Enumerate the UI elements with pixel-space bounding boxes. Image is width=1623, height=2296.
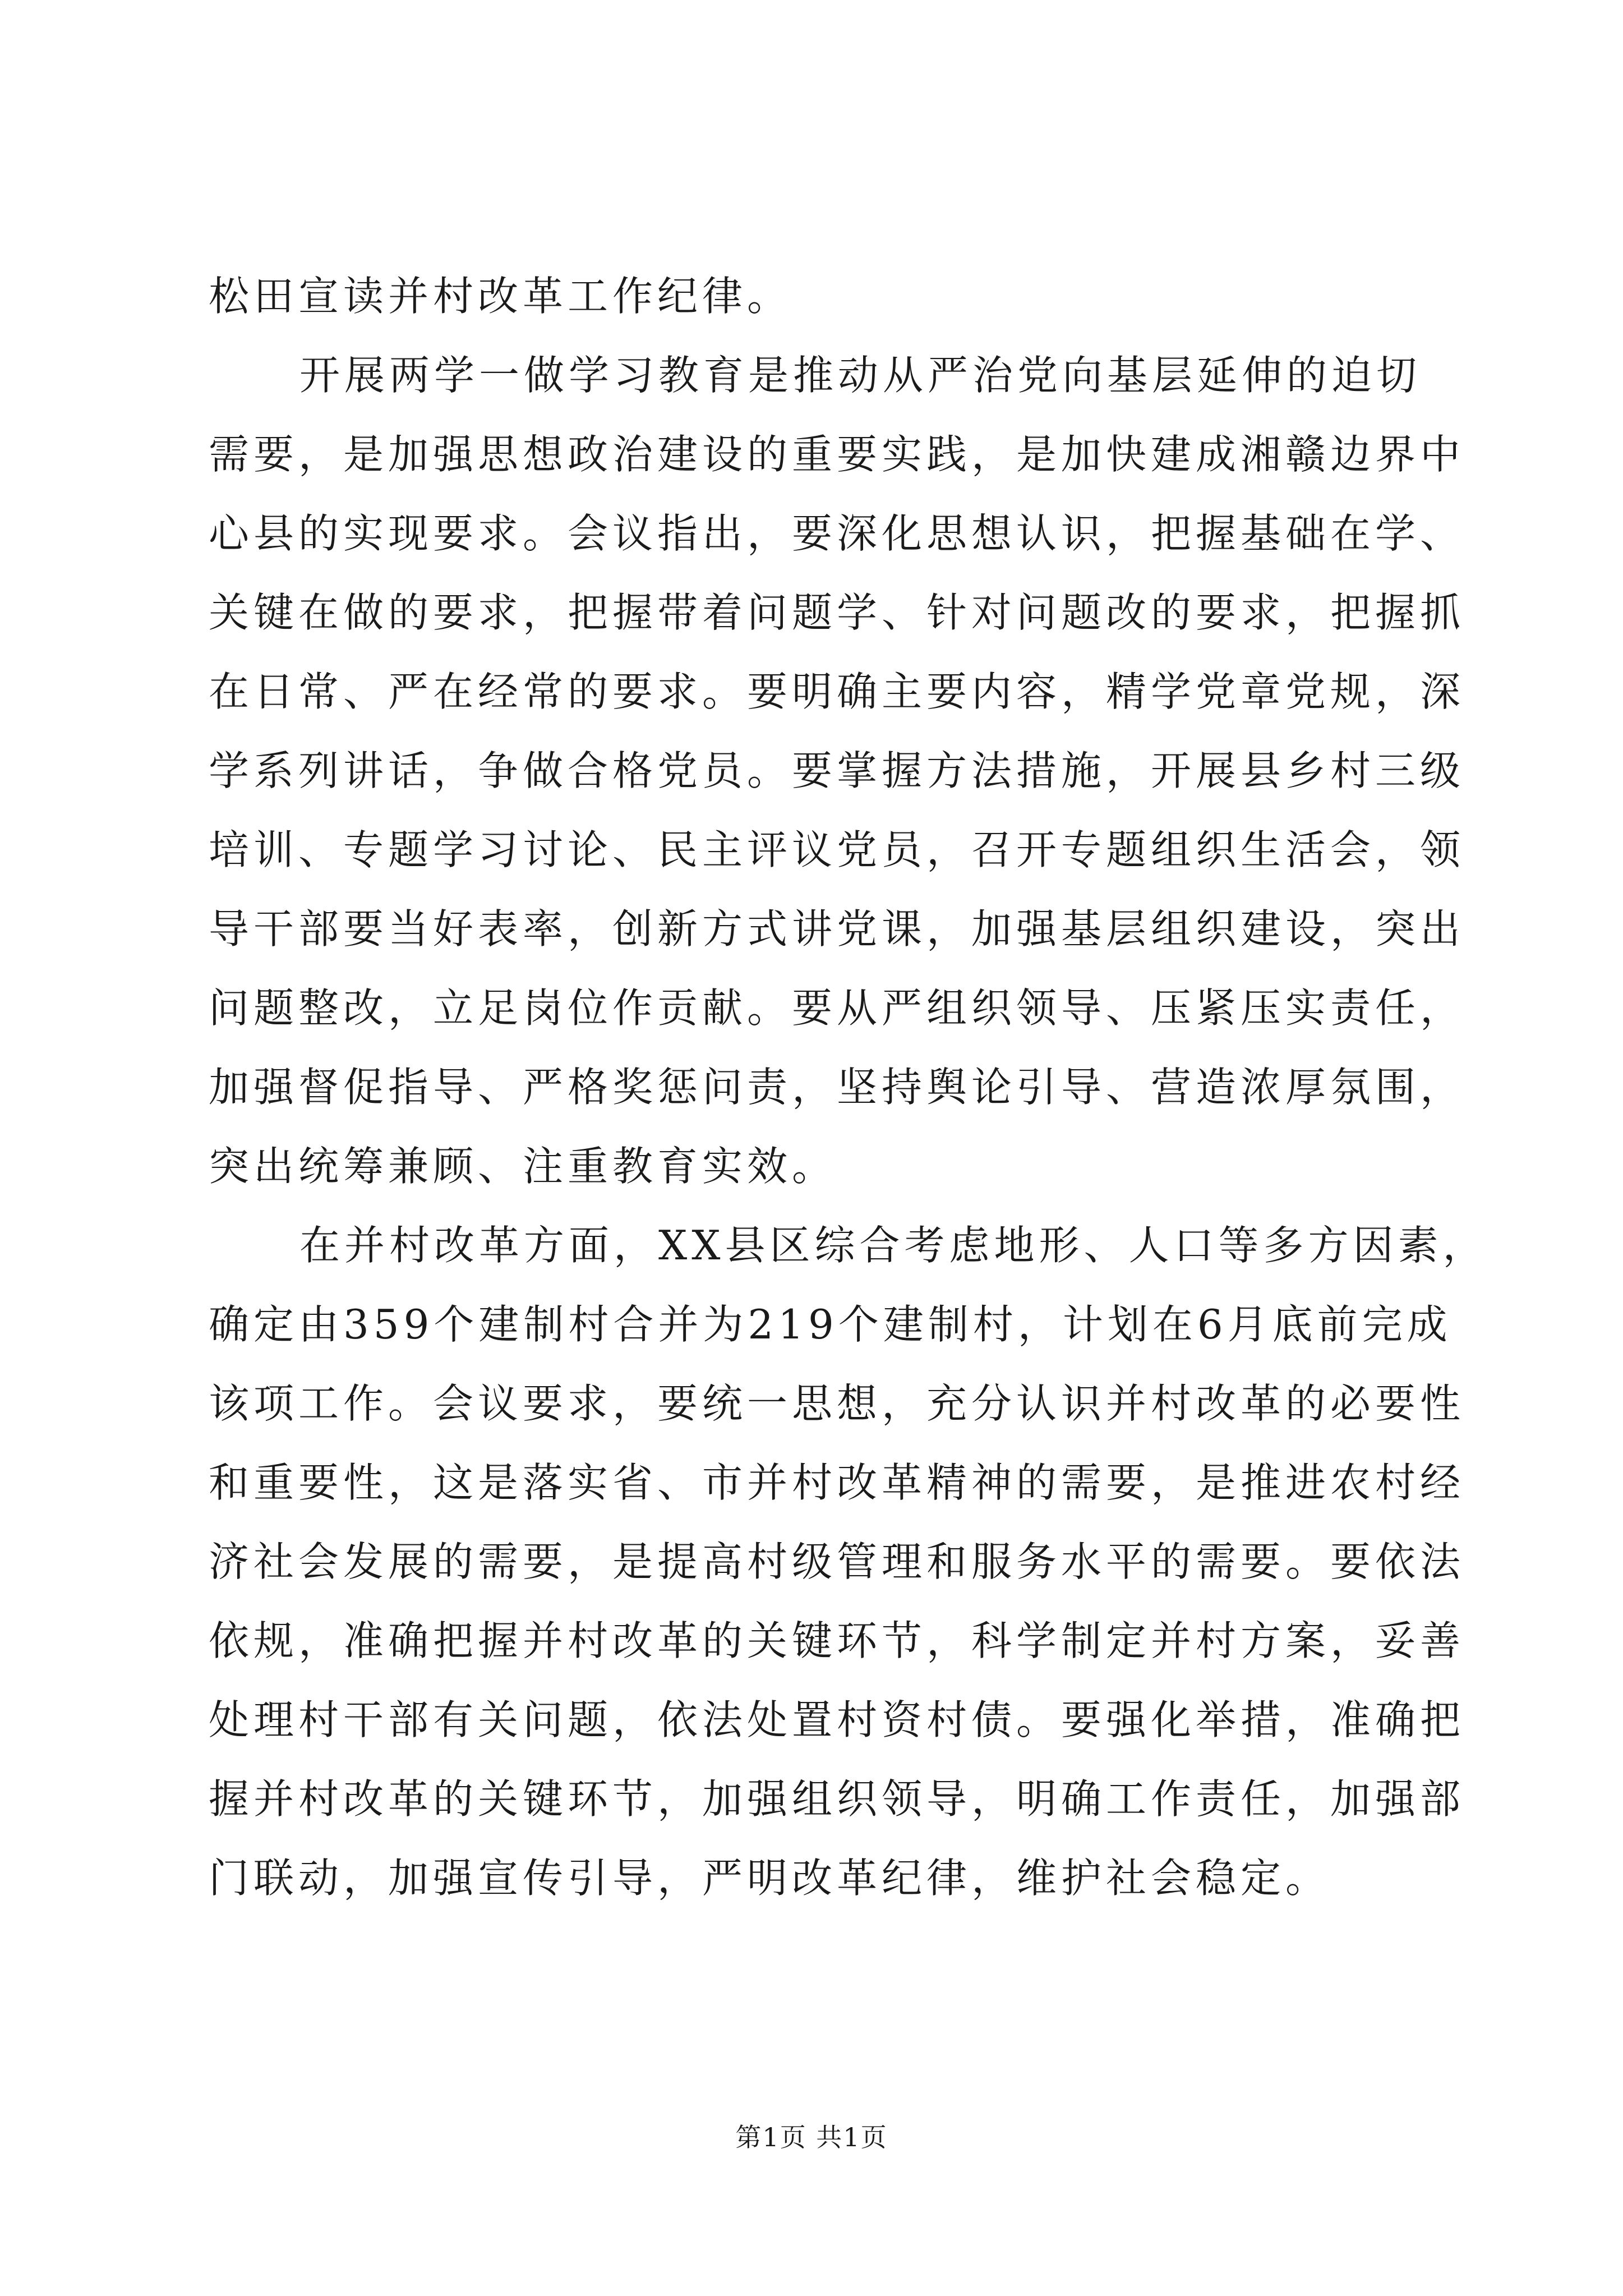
text-line: 济社会发展的需要，是提高村级管理和服务水平的需要。要依法 [209, 1538, 1465, 1585]
text-line: 学系列讲话，争做合格党员。要掌握方法措施，开展县乡村三级 [209, 747, 1465, 794]
text-line: 心县的实现要求。会议指出，要深化思想认识，把握基础在学、 [209, 510, 1465, 557]
text-line: 加强督促指导、严格奖惩问责，坚持舆论引导、营造浓厚氛围， [209, 1064, 1465, 1111]
paragraph-start-line: 开展两学一做学习教育是推动从严治党向基层延伸的迫切 [299, 352, 1422, 399]
paragraph-start-line: 在并村改革方面，XX县区综合考虑地形、人口等多方因素， [299, 1222, 1488, 1269]
text-line: 和重要性，这是落实省、市并村改革精神的需要，是推进农村经 [209, 1459, 1465, 1506]
text-line: 在日常、严在经常的要求。要明确主要内容，精学党章党规，深 [209, 668, 1465, 715]
text-line: 该项工作。会议要求，要统一思想，充分认识并村改革的必要性 [209, 1380, 1465, 1427]
text-line: 松田宣读并村改革工作纪律。 [209, 273, 792, 320]
text-line: 导干部要当好表率，创新方式讲党课，加强基层组织建设，突出 [209, 905, 1465, 953]
text-line: 门联动，加强宣传引导，严明改革纪律，维护社会稳定。 [209, 1855, 1331, 1902]
page-number-footer: 第1页 共1页 [735, 2122, 888, 2152]
text-line: 依规，准确把握并村改革的关键环节，科学制定并村方案，妥善 [209, 1617, 1465, 1664]
text-line: 处理村干部有关问题，依法处置村资村债。要强化举措，准确把 [209, 1696, 1465, 1743]
document-body [209, 257, 1488, 1918]
text-line: 确定由359个建制村合并为219个建制村，计划在6月底前完成 [209, 1301, 1452, 1348]
text-line: 握并村改革的关键环节，加强组织领导，明确工作责任，加强部 [209, 1775, 1465, 1823]
text-line: 问题整改，立足岗位作贡献。要从严组织领导、压紧压实责任， [209, 984, 1465, 1032]
text-line: 培训、专题学习讨论、民主评议党员，召开专题组织生活会，领 [209, 826, 1465, 873]
text-line: 关键在做的要求，把握带着问题学、针对问题改的要求，把握抓 [209, 589, 1465, 636]
text-line: 需要，是加强思想政治建设的重要实践，是加快建成湘赣边界中 [209, 431, 1465, 478]
text-line: 突出统筹兼顾、注重教育实效。 [209, 1143, 837, 1190]
